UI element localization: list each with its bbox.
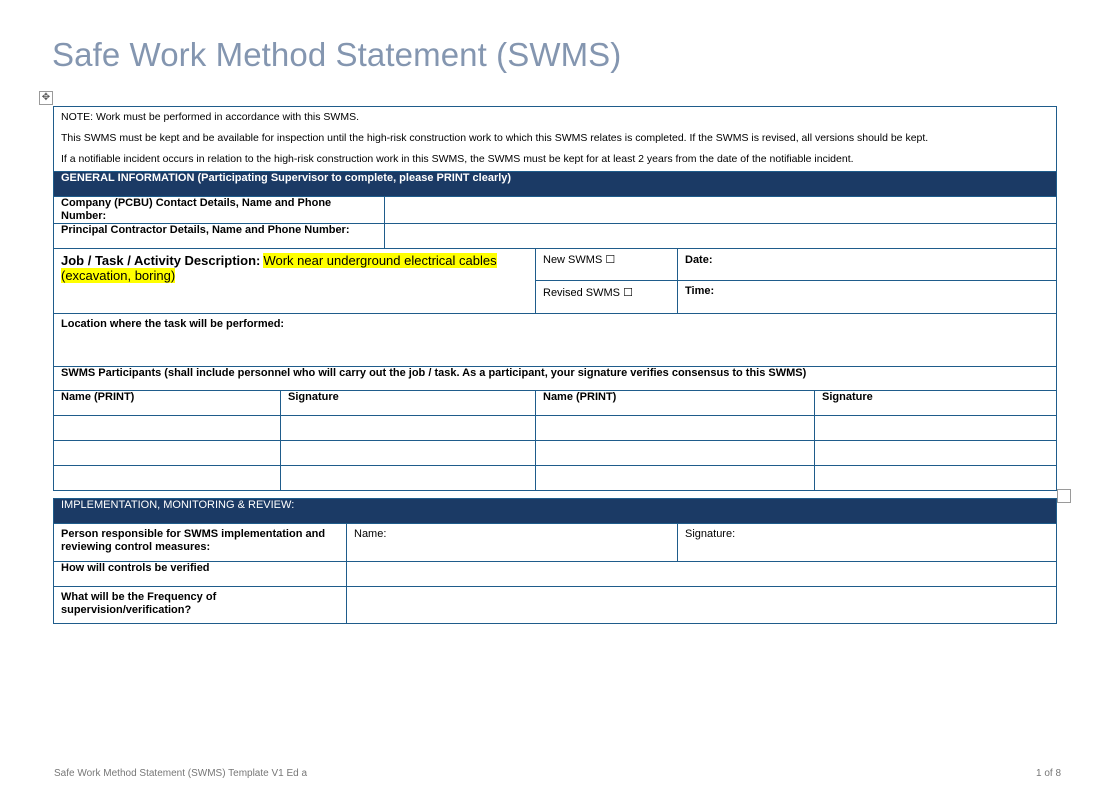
- notes-cell: [54, 107, 1057, 172]
- footer-document-name: Safe Work Method Statement (SWMS) Template V1 Ed a: [54, 768, 308, 779]
- participant-name-cell[interactable]: [54, 466, 281, 491]
- job-description-cell[interactable]: [54, 249, 536, 314]
- table-move-handle-icon[interactable]: ✥: [39, 91, 53, 105]
- responsible-signature-field[interactable]: Signature:: [678, 524, 1057, 562]
- participant-signature-cell[interactable]: [815, 441, 1057, 466]
- participant-signature-cell[interactable]: [281, 441, 536, 466]
- column-header-name: Name (PRINT): [536, 391, 815, 416]
- new-swms-checkbox[interactable]: [536, 249, 678, 281]
- implementation-table: [53, 498, 1057, 624]
- controls-verified-label: How will controls be verified: [54, 562, 347, 587]
- controls-verified-field[interactable]: [347, 562, 1057, 587]
- principal-contractor-field[interactable]: [385, 224, 1057, 249]
- footer-page-number: 1 of 8: [1036, 768, 1062, 779]
- table-resize-handle[interactable]: [1057, 489, 1071, 503]
- participant-name-cell[interactable]: [536, 466, 815, 491]
- column-header-name: Name (PRINT): [54, 391, 281, 416]
- column-header-signature: Signature: [281, 391, 536, 416]
- note-line: This SWMS must be kept and be available for inspection until the high-risk construction work to which this SWMS relates is completed. If the SWMS is revised, all versions should be kept.: [61, 132, 929, 144]
- revised-swms-label[interactable]: Revised SWMS ☐: [543, 287, 633, 299]
- implementation-header: IMPLEMENTATION, MONITORING & REVIEW:: [54, 499, 1057, 524]
- page-title: Safe Work Method Statement (SWMS): [52, 36, 622, 73]
- participant-name-cell[interactable]: [536, 441, 815, 466]
- participant-name-cell[interactable]: [54, 441, 281, 466]
- responsible-person-label: Person responsible for SWMS implementation and reviewing control measures:: [54, 524, 347, 562]
- participant-signature-cell[interactable]: [281, 416, 536, 441]
- note-line: NOTE: Work must be performed in accordance with this SWMS.: [61, 111, 359, 123]
- table-row: [54, 441, 1057, 466]
- time-label[interactable]: Time:: [678, 281, 1057, 314]
- date-label[interactable]: Date:: [678, 249, 1057, 281]
- participant-name-cell[interactable]: [536, 416, 815, 441]
- frequency-field[interactable]: [347, 587, 1057, 624]
- general-info-header: GENERAL INFORMATION (Participating Supervisor to complete, please PRINT clearly): [54, 172, 1057, 197]
- company-details-label: Company (PCBU) Contact Details, Name and Phone Number:: [54, 197, 385, 224]
- location-label[interactable]: Location where the task will be performed:: [54, 314, 1057, 367]
- new-swms-label[interactable]: New SWMS ☐: [543, 254, 616, 266]
- note-line: If a notifiable incident occurs in relation to the high-risk construction work in this SWMS, the SWMS must be kept for at least 2 years from the date of the notifiable incident.: [61, 153, 854, 165]
- job-description-label: Job / Task / Activity Description:: [61, 253, 261, 268]
- company-details-field[interactable]: [385, 197, 1057, 224]
- column-header-signature: Signature: [815, 391, 1057, 416]
- job-description-value[interactable]: Work near underground electrical cables (excavation, boring): [61, 253, 497, 283]
- revised-swms-checkbox[interactable]: [536, 281, 678, 314]
- participant-signature-cell[interactable]: [815, 416, 1057, 441]
- participant-name-cell[interactable]: [54, 416, 281, 441]
- responsible-name-field[interactable]: Name:: [347, 524, 678, 562]
- table-row: [54, 416, 1057, 441]
- participant-signature-cell[interactable]: [815, 466, 1057, 491]
- table-row: [54, 466, 1057, 491]
- frequency-label: What will be the Frequency of supervision/verification?: [54, 587, 347, 624]
- participants-header: SWMS Participants (shall include personnel who will carry out the job / task. As a participant, your signature verifies consensus to this SWMS): [54, 367, 1057, 391]
- general-information-table: [53, 106, 1057, 491]
- principal-contractor-label: Principal Contractor Details, Name and Phone Number:: [54, 224, 385, 249]
- participant-signature-cell[interactable]: [281, 466, 536, 491]
